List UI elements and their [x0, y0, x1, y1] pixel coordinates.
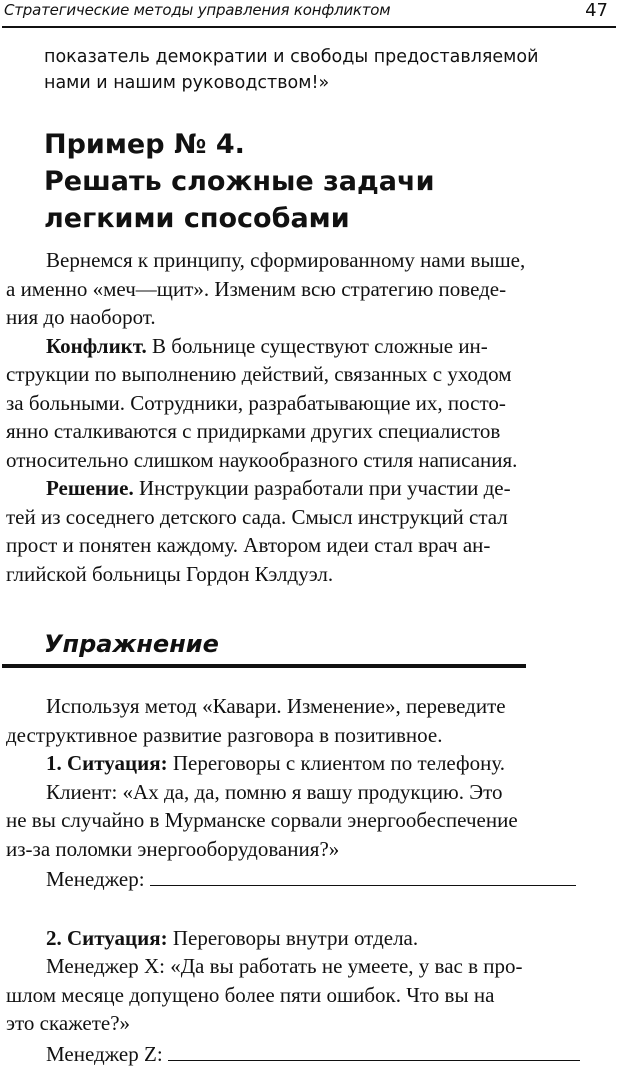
manager-x-line: шлом месяце допущено более пяти ошибок. Что вы на: [6, 982, 495, 1007]
manager-z-answer-field[interactable]: [168, 1038, 580, 1061]
solution-paragraph-first: [6, 474, 614, 503]
intro-line: Вернемся к принципу, сформированному нами выше,: [46, 248, 526, 272]
client-line: из-за поломки энергооборудования?»: [6, 836, 340, 861]
running-head: [4, 0, 610, 24]
exercise-intro-line: Используя метод «Кавари. Изменение», переведите: [46, 694, 506, 718]
lead-quote: [44, 44, 614, 96]
conflict-label: Конфликт.: [46, 333, 147, 358]
conflict-line: относительно слишком наукообразного стиля написания.: [6, 447, 518, 472]
situation-2: [6, 924, 614, 953]
situation-2-text: Переговоры внутри отдела.: [172, 925, 419, 950]
solution-line: прост и понятен каждому. Автором идеи стал врач ан-: [6, 533, 491, 557]
manager-z-label: Менеджер Z:: [46, 1041, 163, 1066]
example-heading: [44, 126, 614, 237]
intro-line: а именно «меч—щит». Изменим всю стратегию поведе-: [6, 276, 507, 301]
heading-line: Пример № 4.: [44, 129, 245, 160]
exercise-rule: [2, 664, 526, 668]
header-rule: [2, 26, 616, 28]
exercise-body: [6, 692, 614, 1068]
conflict-line: В больнице существуют сложные ин-: [152, 333, 488, 358]
client-line: Клиент: «Ах да, да, помню я вашу продукцию. Это: [46, 779, 503, 804]
conflict-paragraph-first: [6, 332, 614, 361]
solution-line: Инструкции разработали при участии де-: [138, 476, 511, 500]
solution-line: тей из соседнего детского сада. Смысл инструкций стал: [6, 504, 508, 529]
exercise-title: Упражнение: [44, 630, 219, 658]
conflict-line: янно сталкиваются с придирками других специалистов: [6, 419, 501, 443]
lead-quote-line: показатель демократии и свободы предоставляемой: [44, 47, 539, 67]
heading-line: легкими способами: [44, 203, 350, 234]
situation-1: [6, 749, 614, 778]
conflict-line: за больными. Сотрудники, разрабатывающие их, посто-: [6, 390, 506, 415]
example-body: [6, 246, 614, 588]
solution-line: глийской больницы Гордон Кэлдуэл.: [6, 561, 334, 586]
exercise-intro-line: деструктивное развитие разговора в позитивное.: [6, 722, 443, 747]
manager-x-line: Менеджер X: «Да вы работать не умеете, у вас в про-: [46, 954, 523, 978]
conflict-line: струкции по выполнению действий, связанных с уходом: [6, 362, 512, 386]
running-title: Стратегические методы управления конфликтом: [4, 1, 391, 19]
situation-1-label: 1. Ситуация:: [46, 751, 168, 775]
situation-2-label: 2. Ситуация:: [46, 925, 168, 950]
situation-1-text: Переговоры с клиентом по телефону.: [172, 751, 505, 775]
manager-x-line: это скажете?»: [6, 1011, 131, 1035]
client-line: не вы случайно в Мурманске сорвали энергообеспечение: [6, 808, 518, 832]
manager-answer-field[interactable]: [150, 863, 576, 886]
page-number: 47: [585, 0, 608, 21]
manager-z-answer-row: [6, 1038, 614, 1069]
intro-line: ния до наоборот.: [6, 305, 156, 329]
lead-quote-line: нами и нашим руководством!»: [44, 73, 330, 93]
manager-answer-row: [6, 863, 614, 894]
heading-line: Решать сложные задачи: [44, 166, 435, 197]
solution-label: Решение.: [46, 476, 134, 500]
manager-label: Менеджер:: [46, 867, 145, 891]
